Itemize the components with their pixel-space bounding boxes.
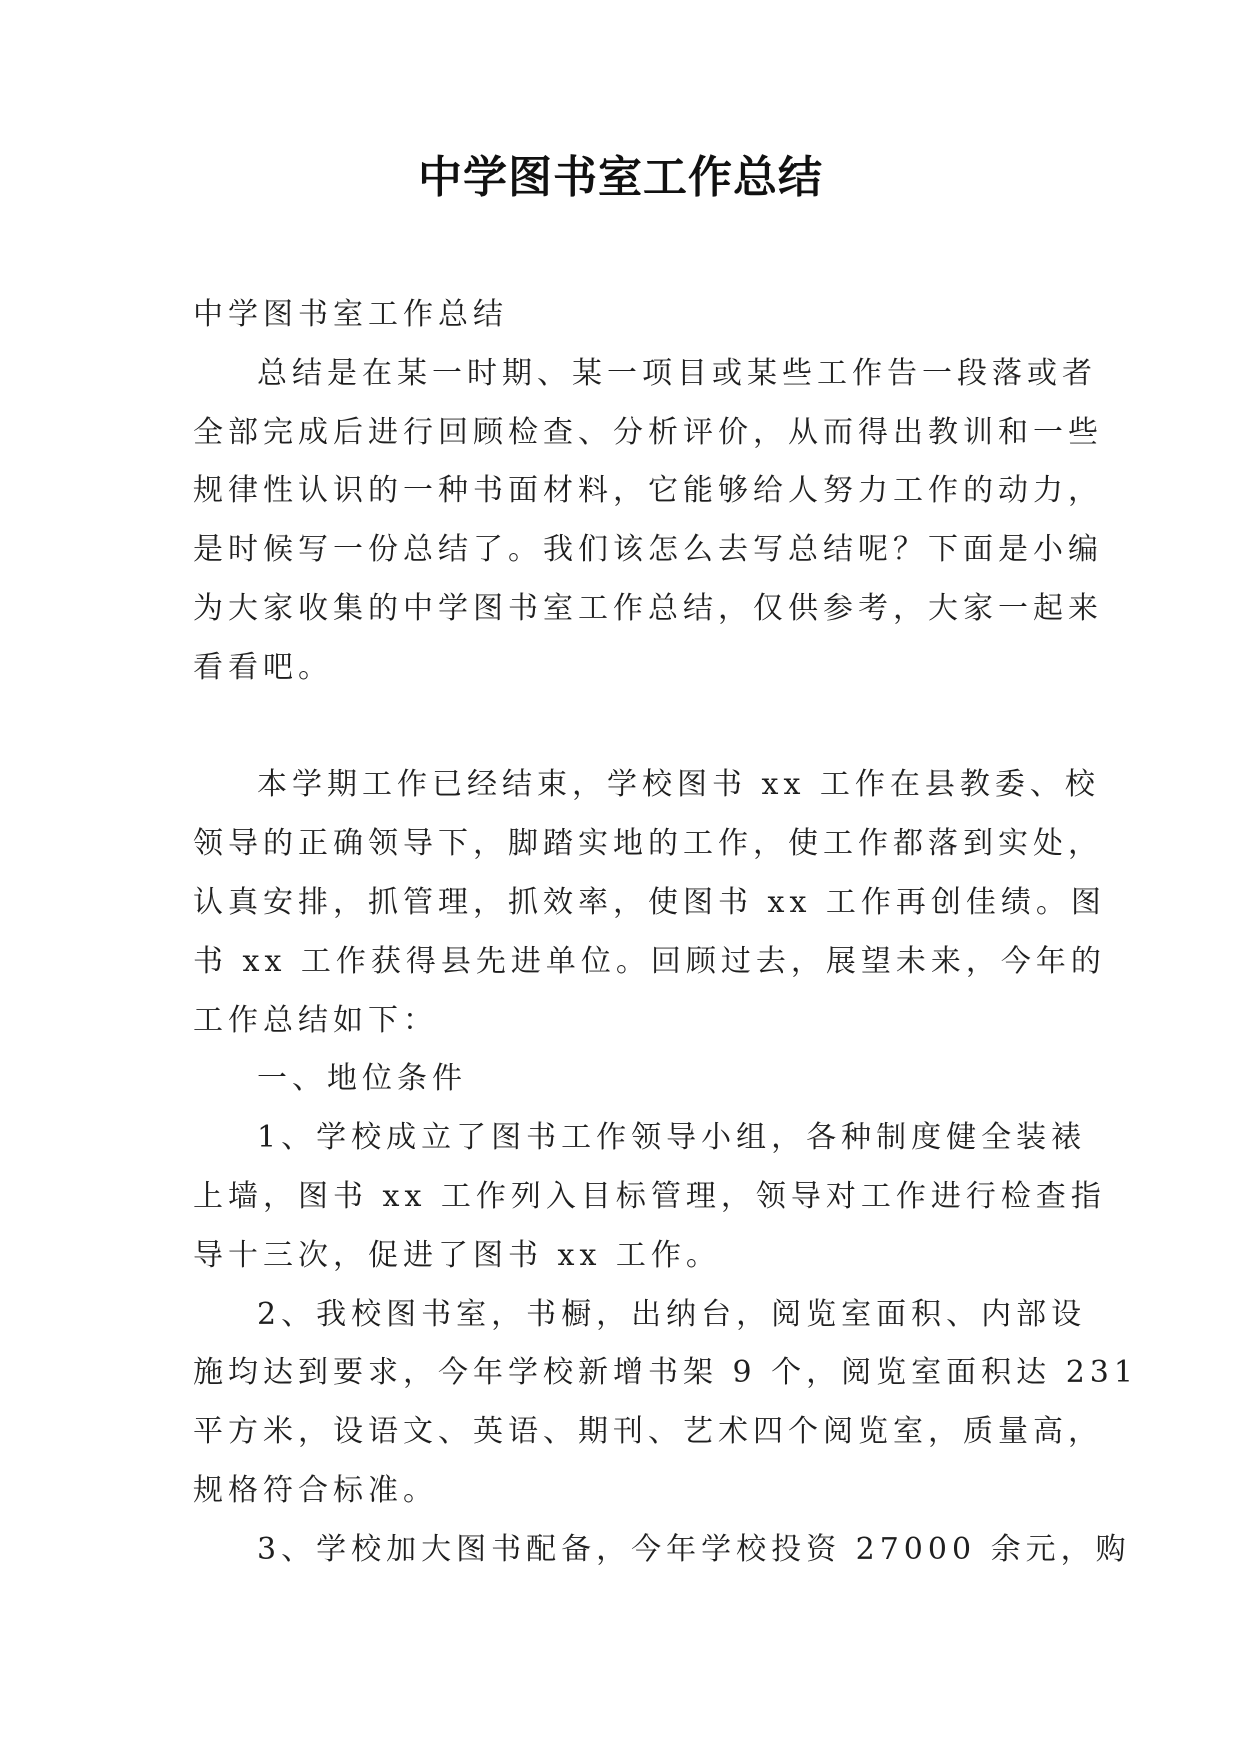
paragraph-line: 为大家收集的中学图书室工作总结，仅供参考，大家一起来 xyxy=(193,590,1103,626)
paragraph-line: 书 xx 工作获得县先进单位。回顾过去，展望未来，今年的 xyxy=(193,943,1106,979)
paragraph-line: 上墙，图书 xx 工作列入目标管理，领导对工作进行检查指 xyxy=(193,1178,1106,1214)
paragraph-line: 认真安排，抓管理，抓效率，使图书 xx 工作再创佳绩。图 xyxy=(193,884,1106,920)
paragraph-line: 规律性认识的一种书面材料，它能够给人努力工作的动力， xyxy=(193,473,1103,509)
paragraph-line: 总结是在某一时期、某一项目或某些工作告一段落或者 xyxy=(257,355,1097,391)
section-heading: 一、地位条件 xyxy=(257,1061,467,1097)
paragraph-line: 看看吧。 xyxy=(193,649,333,685)
paragraph-line: 平方米，设语文、英语、期刊、艺术四个阅览室，质量高， xyxy=(193,1414,1103,1450)
paragraph-line: 领导的正确领导下，脚踏实地的工作，使工作都落到实处， xyxy=(193,826,1103,862)
paragraph-line: 1、学校成立了图书工作领导小组，各种制度健全装裱 xyxy=(257,1120,1087,1156)
document-title: 中学图书室工作总结 xyxy=(418,152,823,203)
blank-line xyxy=(193,698,1073,757)
paragraph-line: 本学期工作已经结束，学校图书 xx 工作在县教委、校 xyxy=(257,767,1100,803)
document-body xyxy=(193,286,1138,1580)
paragraph-line: 施均达到要求，今年学校新增书架 9 个，阅览室面积达 231 xyxy=(193,1355,1138,1391)
paragraph-line: 是时候写一份总结了。我们该怎么去写总结呢？下面是小编 xyxy=(193,532,1103,568)
paragraph-line: 3、学校加大图书配备，今年学校投资 27000 余元，购 xyxy=(257,1531,1131,1567)
paragraph-heading: 中学图书室工作总结 xyxy=(193,297,508,332)
paragraph-line: 导十三次，促进了图书 xx 工作。 xyxy=(193,1237,721,1273)
paragraph-line: 规格符合标准。 xyxy=(193,1472,438,1508)
paragraph-line: 全部完成后进行回顾检查、分析评价，从而得出教训和一些 xyxy=(193,414,1103,450)
paragraph-line: 工作总结如下： xyxy=(193,1002,438,1038)
paragraph-line: 2、我校图书室，书橱，出纳台，阅览室面积、内部设 xyxy=(257,1296,1087,1332)
